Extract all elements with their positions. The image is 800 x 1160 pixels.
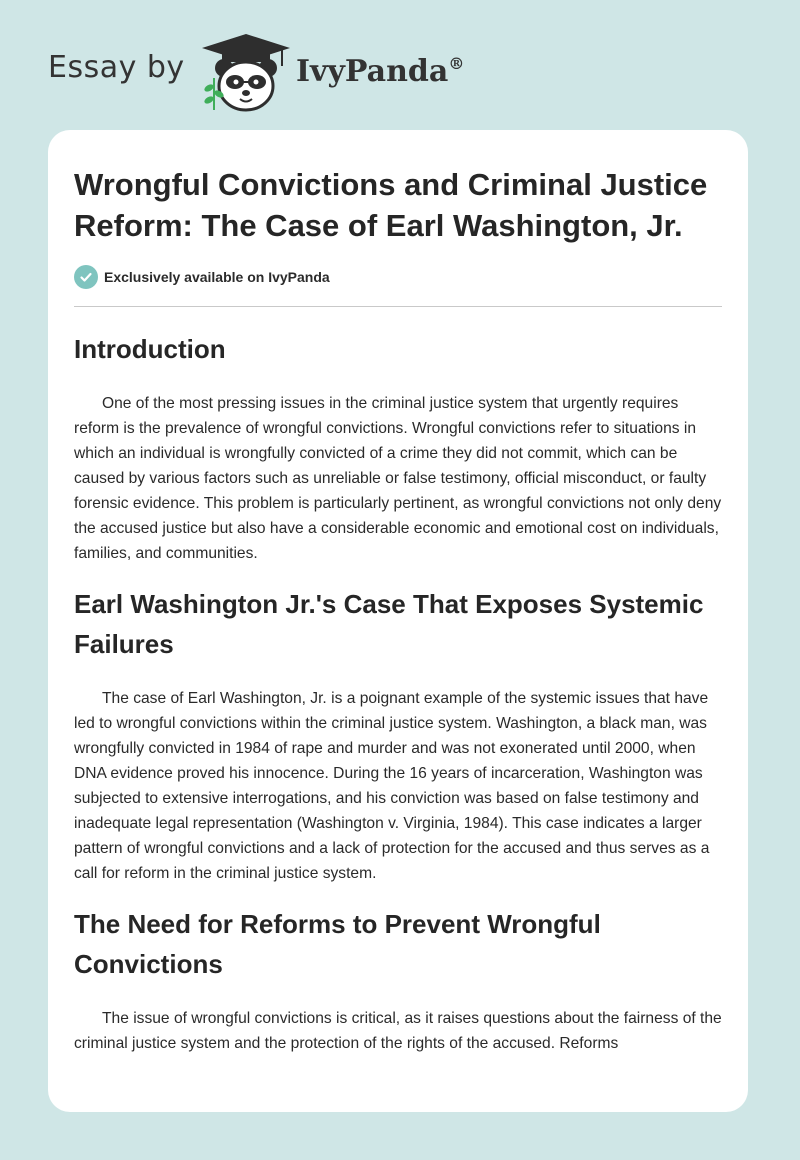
- brand-name-text: IvyPanda: [296, 54, 449, 89]
- brand-name[interactable]: [296, 54, 464, 89]
- section-heading-need-for-reforms: The Need for Reforms to Prevent Wrongful Convictions: [74, 909, 601, 979]
- section-heading-earl-washington-case: Earl Washington Jr.'s Case That Exposes Systemic Failures: [74, 589, 704, 659]
- exclusive-badge: [74, 264, 722, 290]
- essay-content: [74, 164, 722, 1056]
- document-title: Wrongful Convictions and Criminal Justice Reform: The Case of Earl Washington, Jr.: [74, 167, 708, 243]
- section-paragraph-introduction: One of the most pressing issues in the criminal justice system that urgently requires reform is the prevalence of wrongful convictions. Wrongful convictions refer to situations in which an individual is wrongfully convicted of a crime they did not commit, which can be caused by various factors such as unreliable or false testimony, official misconduct, or faulty forensic evidence. This problem is particularly pertinent, as wrongful convictions not only deny the accused justice but also have a considerable economic and emotional cost on individuals, families, and communities.: [74, 395, 722, 562]
- divider: [74, 306, 722, 307]
- site-header: [0, 0, 800, 130]
- registered-mark: ®: [448, 54, 465, 73]
- section-heading-introduction: Introduction: [74, 334, 226, 364]
- section-paragraph-earl-washington-case: The case of Earl Washington, Jr. is a poignant example of the systemic issues that have led to wrongful convictions within the criminal justice system. Washington, a black man, was wrongfully convicted in 1984 of rape and murder and was not exonerated until 2000, when DNA evidence proved his innocence. During the 16 years of incarceration, Washington was subjected to extensive interrogations, and his conviction was based on false testimony and inadequate legal representation (Washington v. Virginia, 1984). This case indicates a larger pattern of wrongful convictions and a lack of protection for the accused and thus serves as a call for reform in the criminal justice system.: [74, 690, 710, 882]
- check-circle-icon: [74, 265, 98, 289]
- exclusive-label: Exclusively available on IvyPanda: [104, 269, 330, 285]
- section-paragraph-need-for-reforms: The issue of wrongful convictions is critical, as it raises questions about the fairness of the criminal justice system and the protection of the rights of the accused. Reforms: [74, 1010, 722, 1052]
- panda-graduate-icon[interactable]: [198, 30, 294, 114]
- essay-by-label: Essay by: [48, 50, 185, 85]
- essay-card: [48, 130, 748, 1112]
